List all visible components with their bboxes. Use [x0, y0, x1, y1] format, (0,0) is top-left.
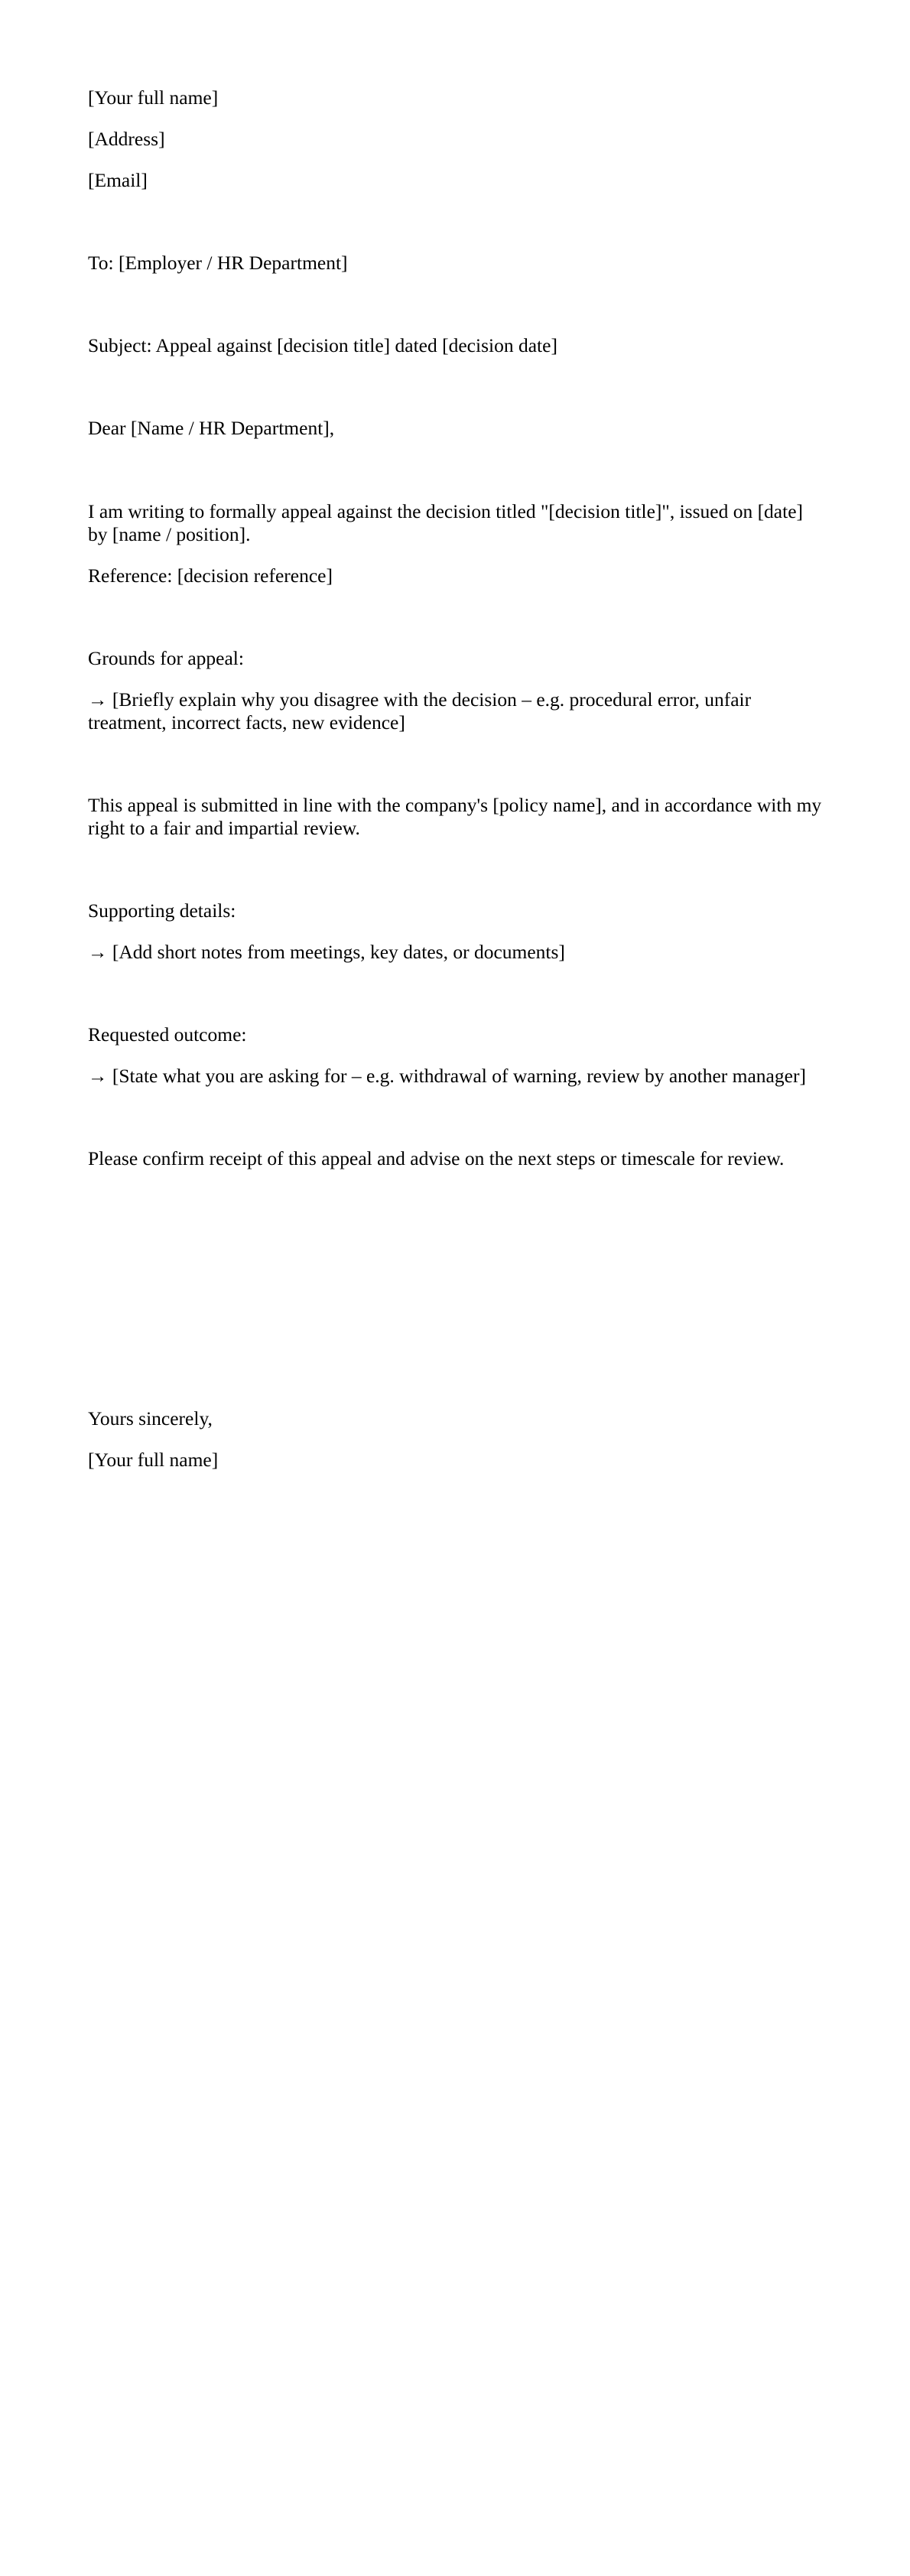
recipient-line: To: [Employer / HR Department] [88, 252, 348, 274]
supporting-heading: Supporting details: [88, 899, 236, 922]
supporting-text: → [Add short notes from meetings, key dates, or documents] [88, 941, 565, 963]
closing-request: Please confirm receipt of this appeal and advise on the next steps or timescale for review. [88, 1147, 785, 1169]
grounds-heading: Grounds for appeal: [88, 647, 244, 669]
sender-name: [Your full name] [88, 86, 219, 109]
subject-line: Subject: Appeal against [decision title] dated [decision date] [88, 334, 557, 356]
reference-line: Reference: [decision reference] [88, 564, 333, 587]
sender-address: [Address] [88, 128, 165, 150]
policy-statement: This appeal is submitted in line with the company's [policy name], and in accordance with my right to a fair and impartial review. [88, 794, 822, 839]
sender-email: [Email] [88, 169, 148, 191]
outcome-heading: Requested outcome: [88, 1023, 247, 1046]
grounds-text: → [Briefly explain why you disagree with the decision – e.g. procedural error, unfair treatment, incorrect facts, new evidence] [88, 688, 752, 733]
outcome-text: → [State what you are asking for – e.g. withdrawal of warning, review by another manager] [88, 1065, 806, 1087]
signature-name: [Your full name] [88, 1449, 219, 1471]
sign-off: Yours sincerely, [88, 1407, 213, 1429]
intro-paragraph: I am writing to formally appeal against the decision titled "[decision title]", issued on [date] by [name / position]. [88, 500, 804, 545]
salutation: Dear [Name / HR Department], [88, 417, 335, 439]
